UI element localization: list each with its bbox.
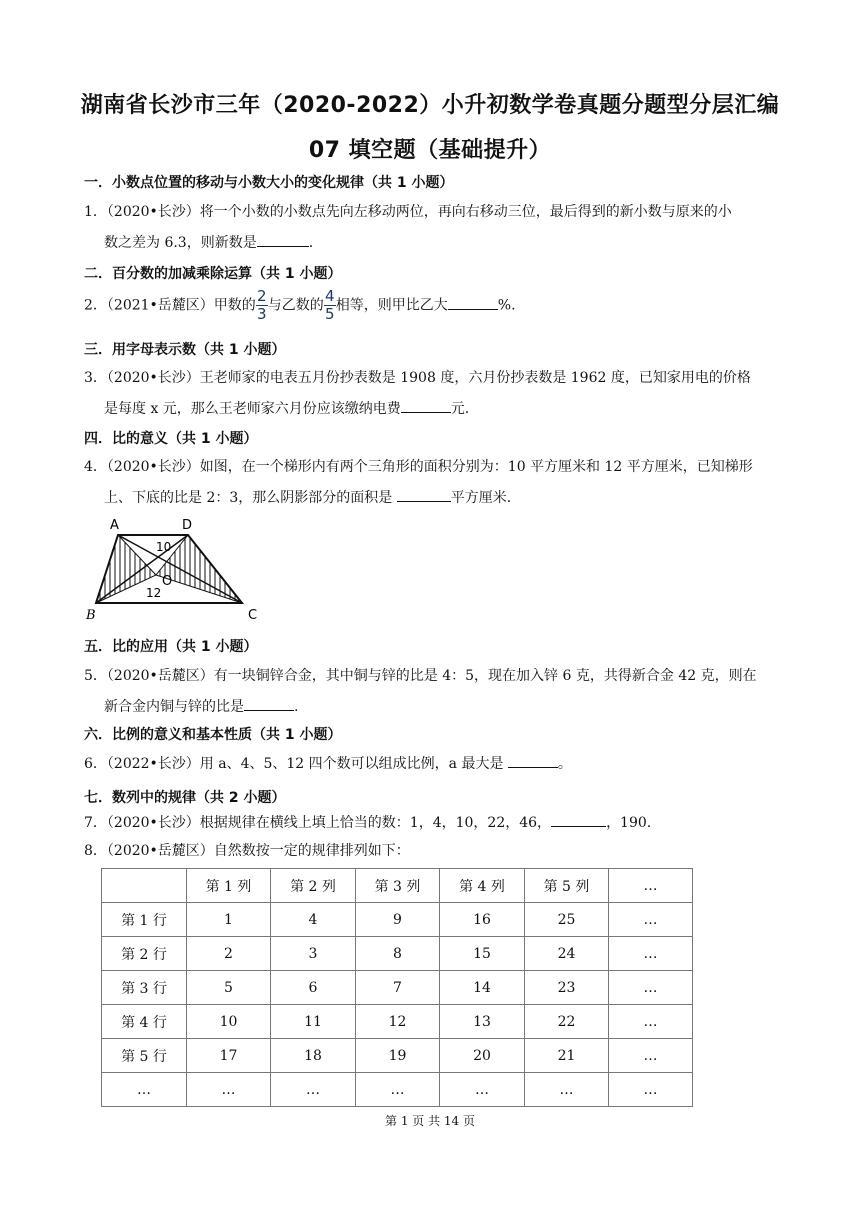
table-cell: 第 1 列 — [187, 869, 271, 903]
question-5: 5．（2020•岳麓区）有一块铜锌合金，其中铜与锌的比是 4：5，现在加入锌 6 克，共得新合金 42 克，则在 新合金内铜与锌的比是 . — [84, 668, 757, 715]
table-cell: 第 2 列 — [271, 869, 356, 903]
table-cell: 第 2 行 — [102, 937, 187, 971]
section-heading: 二．百分数的加减乘除运算（共 1 小题） — [84, 266, 342, 282]
table-cell: 24 — [525, 937, 609, 971]
table-cell: 第 4 列 — [440, 869, 525, 903]
question-6: 6．（2022•长沙）用 a、4、5、12 四个数可以组成比例，a 最大是 。 — [84, 749, 784, 780]
table-cell: 1 — [187, 903, 271, 937]
table-cell: 9 — [356, 903, 440, 937]
table-cell: 18 — [271, 1039, 356, 1073]
table-cell: 第 3 列 — [356, 869, 440, 903]
area-label-top: 10 — [156, 540, 172, 554]
label-d: D — [182, 518, 193, 533]
table-cell: … — [609, 869, 693, 903]
section-heading: 三．用字母表示数（共 1 小题） — [84, 342, 286, 358]
fraction: $\frac{2}{3}$ — [257, 287, 267, 323]
table-cell: 13 — [440, 1005, 525, 1039]
question-4: 4．（2020•长沙）如图，在一个梯形内有两个三角形的面积分别为：10 平方厘米和 12 平方厘米，已知梯形 上、下底的比是 2：3，那么阴影部分的面积是 平方厘米. — [84, 459, 753, 506]
table-row — [102, 937, 693, 971]
table-row — [102, 903, 693, 937]
section-heading: 七．数列中的规律（共 2 小题） — [84, 790, 286, 806]
table-header-row — [102, 869, 693, 903]
table-cell: … — [525, 1073, 609, 1107]
table-row — [102, 1039, 693, 1073]
number-table — [101, 868, 693, 1107]
table-cell: … — [440, 1073, 525, 1107]
table-cell: 第 3 行 — [102, 971, 187, 1005]
question-text: 数之差为 6.3，则新数是 — [104, 235, 257, 251]
table-cell: 22 — [525, 1005, 609, 1039]
table-cell: 第 4 行 — [102, 1005, 187, 1039]
label-o: O — [162, 574, 173, 589]
table-cell: 20 — [440, 1039, 525, 1073]
table-cell: … — [609, 1073, 693, 1107]
document-subtitle: 07 填空题（基础提升） — [308, 138, 552, 163]
question-8: 8．（2020•岳麓区）自然数按一定的规律排列如下： — [84, 843, 410, 859]
table-cell: 12 — [356, 1005, 440, 1039]
table-cell: … — [609, 937, 693, 971]
label-a: A — [110, 518, 119, 533]
label-c: C — [248, 608, 258, 623]
answer-blank[interactable] — [448, 295, 498, 310]
table-cell: 6 — [271, 971, 356, 1005]
table-cell: 2 — [187, 937, 271, 971]
table-cell: 16 — [440, 903, 525, 937]
table-cell: … — [356, 1073, 440, 1107]
answer-blank[interactable] — [401, 398, 451, 413]
answer-blank[interactable] — [508, 753, 558, 768]
question-1: 1．（2020•长沙）将一个小数的小数点先向左移动两位，再向右移动三位，最后得到的新小数与原来的小 数之差为 6.3，则新数是 . — [84, 204, 732, 251]
table-cell: 4 — [271, 903, 356, 937]
table-cell: 7 — [356, 971, 440, 1005]
table-cell: 第 5 行 — [102, 1039, 187, 1073]
table-cell: … — [609, 1039, 693, 1073]
answer-blank[interactable] — [551, 812, 606, 827]
table-row — [102, 1073, 693, 1107]
table-cell: 第 5 列 — [525, 869, 609, 903]
question-2: 2．（2021•岳麓区）甲数的 $\frac{2}{3}$ 与乙数的 $\frac{4}{5}$ 相等，则甲比乙大 %. — [84, 287, 516, 323]
question-3: 3．（2020•长沙）王老师家的电表五月份抄表数是 1908 度，六月份抄表数是 1962 度，已知家用电的价格 是每度 x 元，那么王老师家六月份应该缴纳电费 元. — [84, 370, 751, 417]
answer-blank[interactable] — [257, 232, 309, 247]
table-cell: 17 — [187, 1039, 271, 1073]
question-7: 7．（2020•长沙）根据规律在横线上填上恰当的数：1，4，10，22，46， ，190. — [84, 808, 784, 839]
table-cell: 3 — [271, 937, 356, 971]
section-heading: 六．比例的意义和基本性质（共 1 小题） — [84, 727, 342, 743]
table-cell: 15 — [440, 937, 525, 971]
table-cell — [102, 869, 187, 903]
label-b: B — [86, 608, 96, 623]
section-heading: 一．小数点位置的移动与小数大小的变化规律（共 1 小题） — [84, 175, 454, 191]
section-heading: 五．比的应用（共 1 小题） — [84, 639, 258, 655]
table-cell: … — [609, 971, 693, 1005]
table-cell: 19 — [356, 1039, 440, 1073]
area-label-bottom: 12 — [146, 586, 162, 600]
table-cell: … — [271, 1073, 356, 1107]
answer-blank[interactable] — [244, 696, 294, 711]
table-cell: … — [102, 1073, 187, 1107]
table-row — [102, 1005, 693, 1039]
table-cell: … — [609, 903, 693, 937]
table-cell: … — [187, 1073, 271, 1107]
section-heading: 四．比的意义（共 1 小题） — [84, 431, 258, 447]
table-cell: 23 — [525, 971, 609, 1005]
document-title: 湖南省长沙市三年（2020-2022）小升初数学卷真题分题型分层汇编 — [80, 93, 780, 118]
page-footer: 第 1 页 共 14 页 — [385, 1114, 475, 1128]
table-row — [102, 971, 693, 1005]
trapezoid-figure — [84, 515, 264, 625]
table-cell: 10 — [187, 1005, 271, 1039]
table-cell: … — [609, 1005, 693, 1039]
table-cell: 第 1 行 — [102, 903, 187, 937]
table-cell: 5 — [187, 971, 271, 1005]
table-cell: 14 — [440, 971, 525, 1005]
table-cell: 11 — [271, 1005, 356, 1039]
table-cell: 21 — [525, 1039, 609, 1073]
table-cell: 25 — [525, 903, 609, 937]
answer-blank[interactable] — [397, 487, 451, 502]
fraction: $\frac{4}{5}$ — [325, 287, 335, 323]
table-cell: 8 — [356, 937, 440, 971]
question-text: 1．（2020•长沙）将一个小数的小数点先向左移动两位，再向右移动三位，最后得到的新小数与原来的小 — [84, 204, 732, 220]
